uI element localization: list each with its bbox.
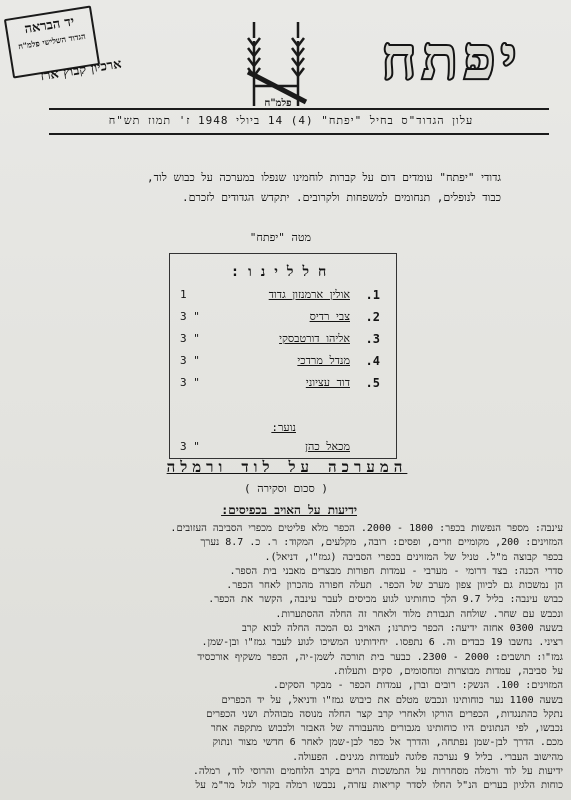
- fallen-rank: " 3: [180, 354, 200, 367]
- header-divider-bottom: [49, 133, 549, 135]
- intro-paragraph: [61, 168, 501, 208]
- fallen-rank: " 3: [180, 440, 200, 453]
- article-line: כבוש עינבה: בליל 9.7 הלך כוחותינו לגוע מכיסים לעבר עינבה, הקשר את הכפר.: [208, 594, 563, 606]
- article-line: ונכבש עם שחר. שולחה תגבורת מלוד ולאחר זה החלה ההסתערות.: [275, 608, 563, 620]
- fallen-number: 1.: [365, 288, 380, 302]
- newsletter-title: יפתח: [381, 24, 523, 92]
- section-subtitle: ( סכום וסקירה ): [244, 482, 328, 495]
- article-line: כוחות הלגיון בערים הנ"ל החלו לסדר קריאות עזרה, נכבשו רמלה בקור לגזל מר"מ על: [195, 780, 563, 792]
- header-divider-top: [49, 108, 549, 110]
- fallen-number: 2.: [365, 310, 380, 324]
- intro-line: כבוד לנופלים, תנחומים למשפחות ולקרובים. יתקדש הגדודים לזכרם.: [182, 191, 501, 204]
- fallen-list-box: [169, 253, 397, 459]
- youth-label: נוער:: [271, 421, 296, 434]
- emblem-caption: פלמ"ח: [264, 98, 292, 109]
- intro-line: גדודי "יפתח" עומדים דום על קברות לוחמינו שנפלו במערכה על כבוש לוד,: [147, 171, 501, 184]
- article-line: גמז"ו: תושבים: 2000 - 2300. כבער בית תורכה לשמן-יה, הכפר משקיף אורכסיד: [197, 651, 563, 663]
- fallen-number: 4.: [365, 354, 380, 368]
- fallen-name: מנדל מרדכי: [297, 354, 350, 367]
- article-subheading: ידיעות על האויב בכפיסים:: [221, 503, 357, 517]
- dateline: עלון הגדוד"ס בחיל "יפתח" (4) 14 ביולי 1948 ז' תמוז תש"ח: [108, 114, 474, 127]
- stamp-line-2: הגדוד השלישי פלמ"ח: [17, 30, 87, 52]
- fallen-name: מכאל כהן: [305, 440, 350, 453]
- fallen-name: דוד עציוני: [305, 376, 350, 389]
- article-line: הן נמשכות גם לכיוון צפון מערב של הכפר. תעלה חפורה מהכרון לאחר הכפר.: [226, 580, 563, 592]
- article-line: המזוינים: 200, מקומיים וזרים, ופסים: רובה, מקלעים, המקוד: ר. כ. 8.7 נערך: [200, 537, 563, 549]
- article-line: עינבה: מספר הנפשות בכפר: 1800 - 2000. הכפר מלא פליטים מכפרי הסביבה העזובים.: [170, 523, 563, 534]
- archive-label: ארכיון קבוץ ארז: [39, 56, 123, 85]
- article-line: נתקל כהתנגדות, הכפרים הורקו ולאחרי קרב קצר החלה מנוסה מבוהלת ושני הכפרים: [206, 708, 563, 720]
- article-line: נכבשו, לפי הנתונים היו כוחותינו מגבורים מהעבורה של האבזר ולכבוש מתקפה אחר: [210, 723, 563, 735]
- stamp-line-1: יד הבראה: [23, 14, 76, 38]
- intro-signature: מטה "יפתח": [249, 231, 311, 244]
- fallen-rank: 1: [180, 288, 187, 301]
- wheat-sword-emblem: [240, 16, 312, 111]
- fallen-name: אולין ארמנזון גדוד: [268, 288, 350, 301]
- fallen-name: צבי רדיס: [309, 310, 350, 323]
- article-line: בשעה 1100 נער כוחותינו ונכבש מטלם את כיבוש גמז"ו ודניאל, על יד הכפרים: [221, 694, 563, 706]
- article-line: בשעה 0300 אחזה ידיעה: הכפר כיתרנו; האויב גס המכה החלה לבוא קרב: [241, 623, 563, 635]
- fallen-rank: " 3: [180, 332, 200, 345]
- fallen-heading: חללינו:: [230, 264, 336, 280]
- article-body: [8, 522, 563, 794]
- article-line: בכפר קבוצה מ"ל. טניל של המזוינים בכפרי הסביבה (גמז"ו, דניאל).: [264, 551, 563, 563]
- fallen-rank: " 3: [180, 310, 200, 323]
- article-line: על סביבה, עמדות מבוצרות ומחסומים, סקים ותעלות.: [332, 665, 563, 677]
- fallen-rank: " 3: [180, 376, 200, 389]
- section-title: המערכה על לוד ורמלה: [166, 458, 408, 476]
- article-line: מהישוב העברי. בליל 9 נערכה פלוגה לעמדות מגינים. הפעולה.: [292, 751, 563, 763]
- article-line: מכם. הדרך לבן-שמן נפתחה, והדרך אל כפר לבן-שמן לאחר 6 חדשי מצור ונתוק: [212, 737, 563, 749]
- fallen-number: 3.: [365, 332, 380, 346]
- article-line: המזוינים: 100. הנשק: רובים וברן, עמדות הכפר - מבקר הסקים.: [272, 680, 563, 692]
- fallen-name: אליהו דורטבסקי: [279, 332, 350, 345]
- article-line: ידיעות על לוד ורמלה מסחררות על התמשכות הרים בקרב הלוחמים והרוסי לוד, רמלה.: [192, 766, 563, 778]
- fallen-number: 5.: [365, 376, 380, 390]
- article-line: סדרי הכנה: בצד דרומי - מערבי - עמדות חפורות מבצרים מאבני בית הספר.: [229, 565, 563, 577]
- article-line: רציני. נחשבו 19 כבדים וה. 6 נתפסו. יחידותינו המשיכו לגוע לעבר גמז"ו ובן-שמן.: [201, 637, 563, 649]
